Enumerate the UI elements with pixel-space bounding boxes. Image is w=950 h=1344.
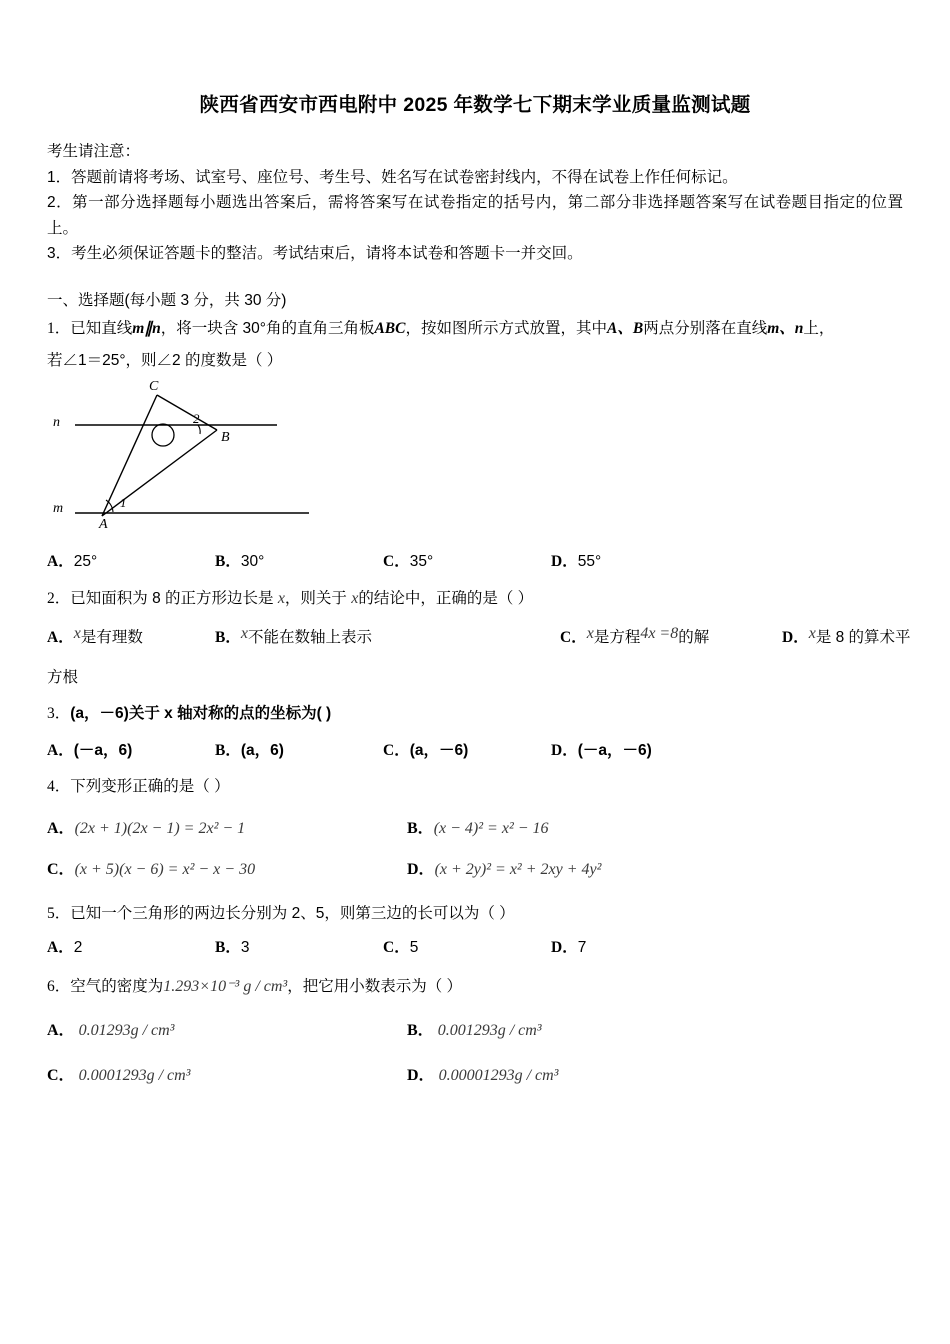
q2-option-a-text: 是有理数: [80, 628, 143, 646]
q2-option-d[interactable]: [782, 625, 911, 647]
q5-option-d-label: D．: [551, 939, 578, 957]
q1-option-d-label: D．: [551, 553, 578, 571]
question-6: [47, 973, 903, 1085]
q5-text: 已知一个三角形的两边长分别为 2、5，则第三边的长可以为（ ）: [70, 904, 515, 922]
q6-option-c[interactable]: [47, 1062, 407, 1085]
q1-option-b-text: 30°: [240, 553, 265, 571]
q1-abc: ABC: [374, 319, 406, 337]
q6-option-b-text: 0.001293g / cm³: [437, 1021, 542, 1039]
page-title: 陕西省西安市西电附中 2025 年数学七下期末学业质量监测试题: [199, 94, 751, 116]
q6-option-a-label: A．: [47, 1021, 75, 1039]
q5-option-d[interactable]: [551, 935, 719, 957]
question-1-stem-line2: 若∠1＝25°，则∠2 的度数是（ ）: [47, 352, 283, 370]
q2-text-a: 已知面积为 8 的正方形边长是: [70, 590, 274, 608]
q2-option-c-eq: 4x =8: [640, 624, 679, 642]
q1-option-c-label: C．: [383, 553, 410, 571]
q4-option-d[interactable]: [407, 856, 767, 879]
q6-option-c-label: C．: [47, 1066, 75, 1084]
q2-option-d-var: x: [808, 624, 816, 642]
q3-option-c-text: (a，－6): [409, 742, 469, 760]
q6-option-a-text: 0.01293g / cm³: [78, 1021, 175, 1039]
figure-label-angle-1: 1: [120, 495, 127, 511]
q5-option-b-text: 3: [240, 939, 250, 957]
q1-text-a: 已知直线: [70, 319, 133, 337]
q3-option-b[interactable]: [215, 738, 383, 760]
q1-text-b: ，将一块含 30°角的直角三角板: [160, 319, 375, 337]
q2-option-b-var: x: [240, 624, 248, 642]
q3-option-c-label: C．: [383, 742, 410, 760]
question-2: [47, 585, 911, 691]
q4-option-a[interactable]: [47, 815, 407, 838]
document-body: [47, 92, 911, 1085]
q1-mn2: m、n: [767, 319, 804, 337]
q2-option-b-text: 不能在数轴上表示: [247, 628, 372, 646]
question-5-number: 5．: [47, 904, 71, 922]
question-5: [47, 901, 903, 958]
figure-label-B: B: [221, 430, 230, 446]
q1-option-c[interactable]: [383, 549, 551, 571]
q2-option-c-var: x: [586, 624, 594, 642]
question-6-number: 6．: [47, 978, 71, 996]
q2-option-b[interactable]: [215, 625, 560, 647]
q3-option-d[interactable]: [551, 738, 652, 760]
q3-option-d-label: D．: [551, 742, 578, 760]
q6-option-d[interactable]: [407, 1062, 767, 1085]
q2-option-d-label: D．: [782, 628, 809, 646]
question-4: [47, 774, 903, 879]
question-6-options-row-2: [47, 1062, 903, 1085]
q2-option-a-label: A．: [47, 628, 74, 646]
q5-option-b-label: B．: [215, 939, 241, 957]
question-2-number: 2．: [47, 590, 71, 608]
q1-option-d-text: 55°: [577, 553, 602, 571]
q5-option-c-text: 5: [409, 939, 419, 957]
q3-option-a-label: A．: [47, 742, 74, 760]
q3-option-b-label: B．: [215, 742, 241, 760]
question-3-options: [47, 738, 903, 760]
question-1-figure: [53, 379, 357, 543]
q1-option-b[interactable]: [215, 549, 383, 571]
q6-option-b[interactable]: [407, 1017, 767, 1040]
q6-value: 1.293×10⁻³ g / cm³: [163, 978, 288, 996]
q2-option-d-wrap: 方根: [47, 668, 79, 686]
q1-option-a-text: 25°: [73, 553, 98, 571]
q4-option-c[interactable]: [47, 856, 407, 879]
figure-label-n: n: [53, 415, 60, 431]
q5-option-a[interactable]: [47, 935, 215, 957]
figure-label-C: C: [149, 379, 159, 395]
q2-option-c[interactable]: [560, 625, 782, 647]
q1-option-a[interactable]: [47, 549, 215, 571]
q1-option-b-label: B．: [215, 553, 241, 571]
q4-option-c-label: C．: [47, 860, 75, 878]
question-4-number: 4．: [47, 778, 71, 796]
q1-option-d[interactable]: [551, 549, 719, 571]
q3-text: (a，－6)关于 x 轴对称的点的坐标为( ): [70, 705, 332, 723]
question-3-number: 3．: [47, 705, 71, 723]
figure-label-A: A: [99, 517, 108, 533]
q2-var-1: x: [277, 590, 285, 608]
notice-item-2: 2．第一部分选择题每小题选出答案后，需将答案写在试卷指定的括号内，第二部分非选择题答案写在试卷题目指定的位置上。: [47, 194, 903, 237]
q2-option-c-label: C．: [560, 628, 587, 646]
q2-option-d-text: 是 8 的算术平: [815, 628, 911, 646]
question-6-stem: [47, 973, 903, 1001]
q3-option-c[interactable]: [383, 738, 551, 760]
q6-text-a: 空气的密度为: [70, 978, 164, 996]
q6-option-d-label: D．: [407, 1066, 435, 1084]
q6-option-a[interactable]: [47, 1017, 407, 1040]
q5-option-c-label: C．: [383, 939, 410, 957]
q4-option-b-text: (x − 4)² = x² − 16: [433, 819, 549, 837]
q5-option-a-text: 2: [73, 939, 83, 957]
figure-label-m: m: [53, 501, 64, 517]
section-heading: 一、选择题(每小题 3 分，共 30 分): [47, 291, 287, 309]
q2-option-c-tail: 的解: [678, 628, 710, 646]
q2-text-c: 的结论中，正确的是（ ）: [358, 590, 534, 608]
q5-option-a-label: A．: [47, 939, 74, 957]
q4-option-b[interactable]: [407, 815, 767, 838]
figure-label-angle-2: 2: [193, 411, 200, 427]
q4-option-d-text: (x + 2y)² = x² + 2xy + 4y²: [434, 860, 602, 878]
notice-item-3: 3．考生必须保证答题卡的整洁。考试结束后，请将本试卷和答题卡一并交回。: [47, 244, 583, 262]
question-4-stem: [47, 774, 903, 801]
q1-option-c-text: 35°: [409, 553, 434, 571]
q4-option-a-text: (2x + 1)(2x − 1) = 2x² − 1: [74, 819, 246, 837]
q1-text-e: 上，: [803, 319, 835, 337]
question-1-stem: [47, 316, 903, 343]
question-1-options: [47, 549, 903, 571]
question-2-stem: [47, 585, 903, 613]
question-2-options: [47, 624, 911, 647]
q3-option-a[interactable]: [47, 738, 215, 760]
q2-option-a-var: x: [73, 624, 81, 642]
question-4-options-row-1: [47, 815, 903, 838]
q3-option-a-text: (－a，6): [73, 742, 133, 760]
q4-option-d-label: D．: [407, 860, 435, 878]
question-5-stem: [47, 901, 903, 928]
q3-option-d-text: (－a，－6): [577, 742, 652, 760]
q2-option-a[interactable]: [47, 625, 215, 647]
q5-option-b[interactable]: [215, 935, 383, 957]
q4-text: 下列变形正确的是（ ）: [70, 778, 230, 796]
question-1-number: 1．: [47, 319, 71, 337]
q6-text-b: ，把它用小数表示为（ ）: [287, 978, 463, 996]
q4-option-b-label: B．: [407, 819, 434, 837]
q3-option-b-text: (a，6): [240, 742, 284, 760]
q1-mn: m∥n: [132, 319, 161, 337]
q2-var-2: x: [351, 590, 359, 608]
notice-heading: 考生请注意：: [47, 143, 141, 161]
q6-option-c-text: 0.0001293g / cm³: [78, 1066, 191, 1084]
question-5-options: [47, 935, 903, 957]
question-6-options-row-1: [47, 1017, 903, 1040]
q6-option-b-label: B．: [407, 1021, 434, 1039]
q2-text-b: ，则关于: [284, 590, 347, 608]
notice-item-1: 1．答题前请将考场、试室号、座位号、考生号、姓名写在试卷密封线内，不得在试卷上作任何标记。: [47, 169, 738, 187]
q4-option-a-label: A．: [47, 819, 75, 837]
q4-option-c-text: (x + 5)(x − 6) = x² − x − 30: [74, 860, 256, 878]
q5-option-c[interactable]: [383, 935, 551, 957]
q1-text-d: 两点分别落在直线: [643, 319, 768, 337]
q1-text-c: ，按如图所示方式放置，其中: [405, 319, 607, 337]
q5-option-d-text: 7: [577, 939, 587, 957]
question-1: [47, 316, 903, 571]
question-4-options-row-2: [47, 856, 903, 879]
q1-option-a-label: A．: [47, 553, 74, 571]
q2-option-b-label: B．: [215, 628, 241, 646]
q2-option-c-text: 是方程: [593, 628, 641, 646]
q1-ab: A、B: [607, 319, 644, 337]
question-3-stem: [47, 701, 903, 728]
q6-option-d-text: 0.00001293g / cm³: [438, 1066, 559, 1084]
question-3: [47, 701, 903, 760]
